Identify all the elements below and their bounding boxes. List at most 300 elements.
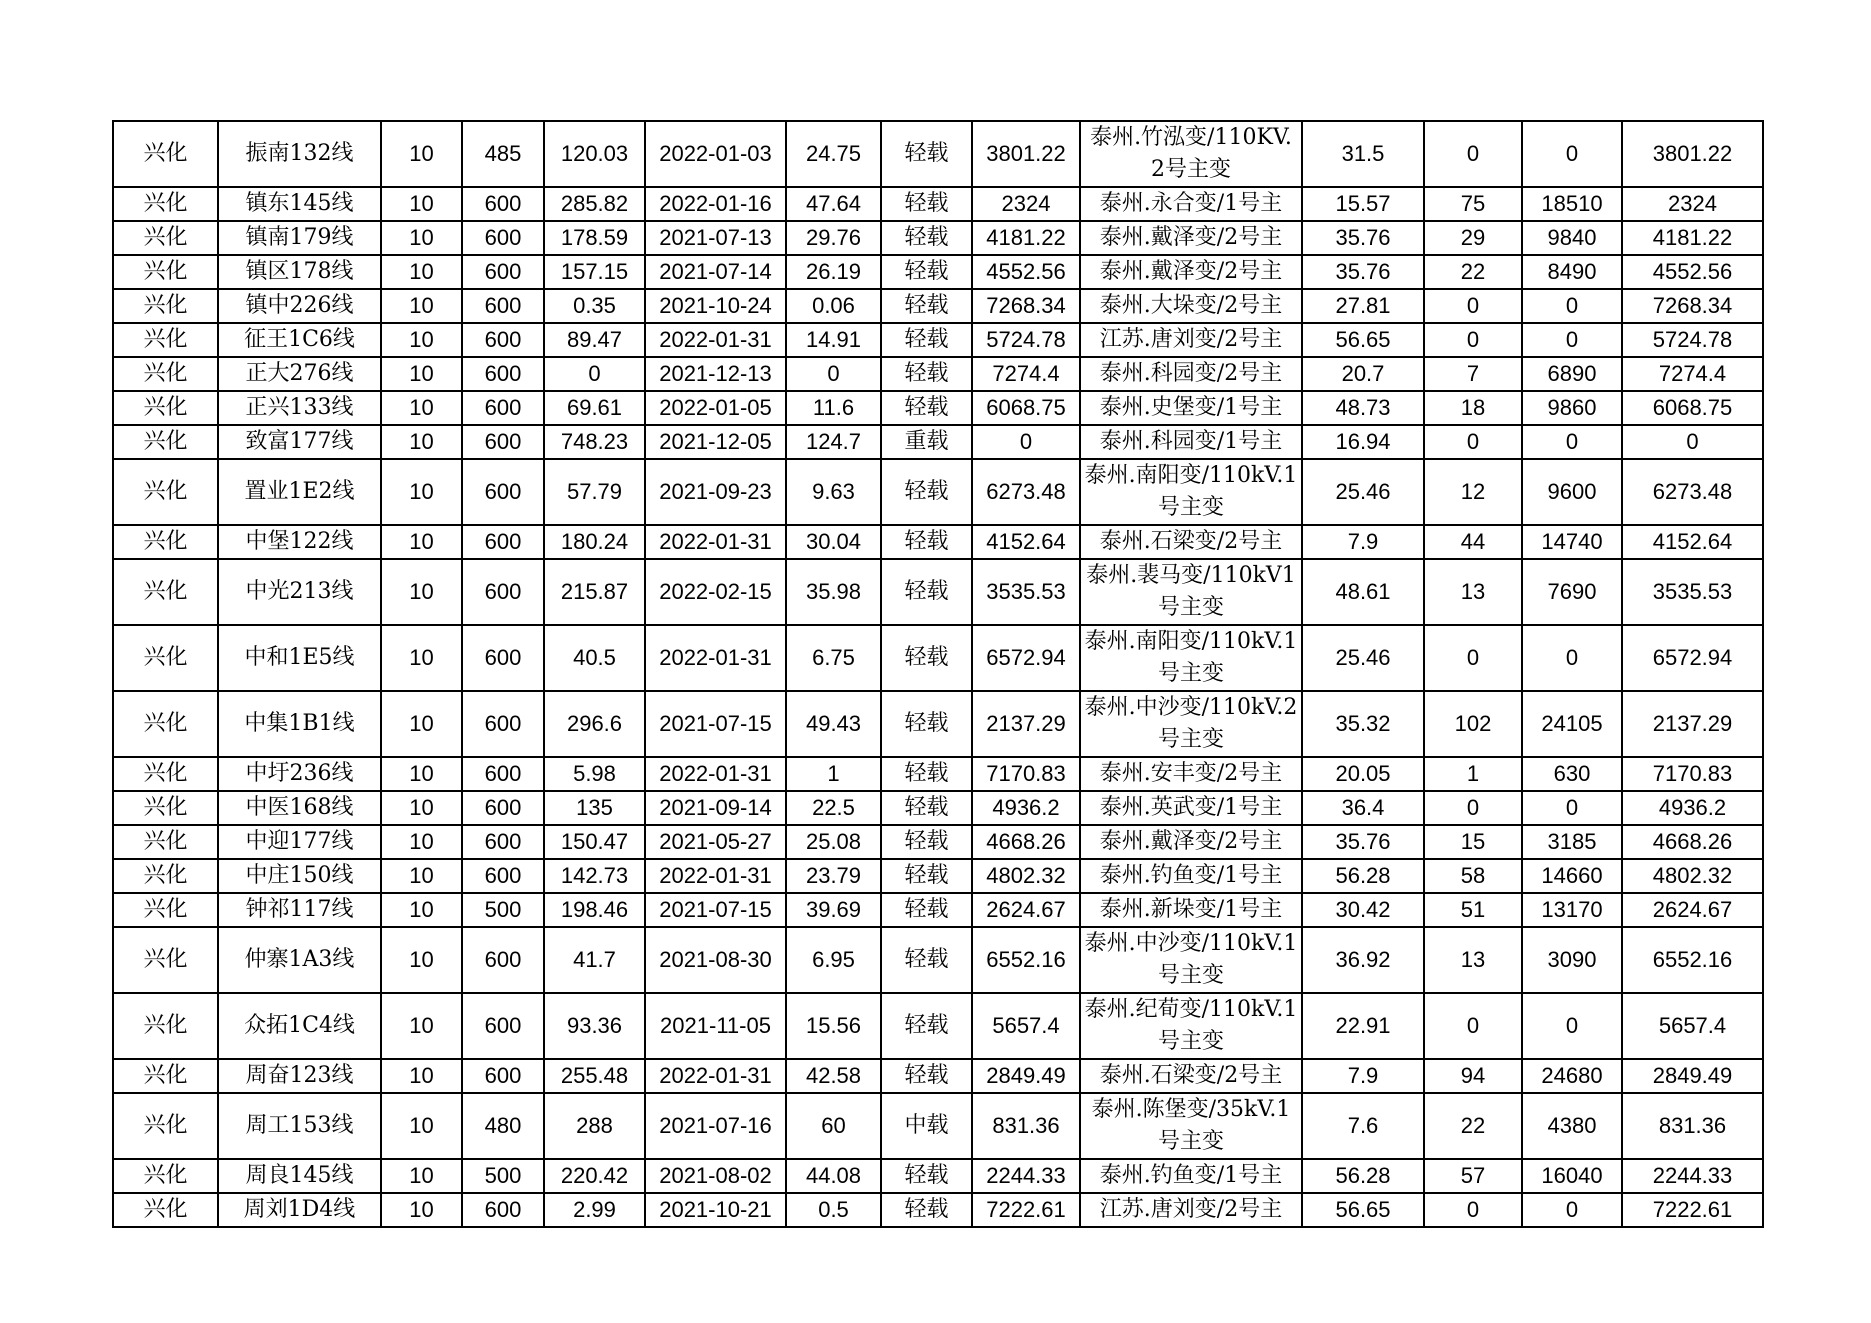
cell-capacity: 600 xyxy=(462,825,544,859)
cell-count: 15 xyxy=(1424,825,1522,859)
cell-count: 13 xyxy=(1424,927,1522,993)
cell-region: 兴化 xyxy=(113,289,218,323)
cell-line-name: 中庄150线 xyxy=(218,859,381,893)
cell-load-rate: 6.95 xyxy=(786,927,881,993)
cell-load-rate: 26.19 xyxy=(786,255,881,289)
cell-capacity: 600 xyxy=(462,1059,544,1093)
cell-region: 兴化 xyxy=(113,1193,218,1227)
cell-voltage: 10 xyxy=(381,459,462,525)
cell-transformer-load-rate: 25.46 xyxy=(1302,459,1424,525)
cell-available-capacity: 6552.16 xyxy=(972,927,1080,993)
cell-remaining-capacity: 6572.94 xyxy=(1622,625,1763,691)
cell-voltage: 10 xyxy=(381,791,462,825)
cell-load-status: 轻载 xyxy=(881,357,972,391)
cell-available-capacity: 4802.32 xyxy=(972,859,1080,893)
cell-transformer-load-rate: 35.76 xyxy=(1302,825,1424,859)
cell-transformer-load-rate: 25.46 xyxy=(1302,625,1424,691)
cell-region: 兴化 xyxy=(113,357,218,391)
cell-transformer-load-rate: 7.9 xyxy=(1302,525,1424,559)
cell-load-status: 轻载 xyxy=(881,121,972,187)
cell-line-name: 中圩236线 xyxy=(218,757,381,791)
cell-current: 255.48 xyxy=(544,1059,645,1093)
cell-date: 2022-01-31 xyxy=(645,1059,786,1093)
cell-voltage: 10 xyxy=(381,1093,462,1159)
cell-substation-transformer: 泰州.陈堡变/35kV.1号主变 xyxy=(1080,1093,1302,1159)
cell-capacity: 600 xyxy=(462,357,544,391)
cell-region: 兴化 xyxy=(113,1093,218,1159)
cell-transformer-load-rate: 36.92 xyxy=(1302,927,1424,993)
cell-remaining-capacity: 4181.22 xyxy=(1622,221,1763,255)
cell-amount: 9600 xyxy=(1522,459,1622,525)
cell-line-name: 中堡122线 xyxy=(218,525,381,559)
cell-count: 1 xyxy=(1424,757,1522,791)
cell-remaining-capacity: 4668.26 xyxy=(1622,825,1763,859)
cell-amount: 0 xyxy=(1522,323,1622,357)
cell-remaining-capacity: 5724.78 xyxy=(1622,323,1763,357)
cell-capacity: 600 xyxy=(462,859,544,893)
cell-load-status: 轻载 xyxy=(881,1193,972,1227)
cell-current: 288 xyxy=(544,1093,645,1159)
cell-capacity: 600 xyxy=(462,187,544,221)
cell-load-status: 轻载 xyxy=(881,791,972,825)
cell-substation-transformer: 泰州.英武变/1号主 xyxy=(1080,791,1302,825)
cell-line-name: 钟祁117线 xyxy=(218,893,381,927)
cell-load-status: 轻载 xyxy=(881,993,972,1059)
cell-substation-transformer: 泰州.中沙变/110kV.1号主变 xyxy=(1080,927,1302,993)
cell-transformer-load-rate: 22.91 xyxy=(1302,993,1424,1059)
cell-line-name: 正大276线 xyxy=(218,357,381,391)
cell-count: 7 xyxy=(1424,357,1522,391)
cell-load-rate: 60 xyxy=(786,1093,881,1159)
table-row xyxy=(113,927,1763,993)
cell-transformer-load-rate: 20.7 xyxy=(1302,357,1424,391)
cell-date: 2021-08-02 xyxy=(645,1159,786,1193)
cell-load-rate: 47.64 xyxy=(786,187,881,221)
cell-substation-transformer: 泰州.科园变/2号主 xyxy=(1080,357,1302,391)
cell-voltage: 10 xyxy=(381,927,462,993)
table-row xyxy=(113,1159,1763,1193)
cell-count: 75 xyxy=(1424,187,1522,221)
cell-date: 2021-07-14 xyxy=(645,255,786,289)
cell-transformer-load-rate: 31.5 xyxy=(1302,121,1424,187)
cell-load-status: 轻载 xyxy=(881,893,972,927)
cell-current: 135 xyxy=(544,791,645,825)
cell-count: 57 xyxy=(1424,1159,1522,1193)
cell-voltage: 10 xyxy=(381,357,462,391)
cell-remaining-capacity: 6273.48 xyxy=(1622,459,1763,525)
cell-capacity: 600 xyxy=(462,425,544,459)
cell-available-capacity: 7268.34 xyxy=(972,289,1080,323)
cell-region: 兴化 xyxy=(113,459,218,525)
table-row xyxy=(113,691,1763,757)
cell-amount: 24105 xyxy=(1522,691,1622,757)
cell-region: 兴化 xyxy=(113,1159,218,1193)
cell-current: 220.42 xyxy=(544,1159,645,1193)
cell-load-rate: 44.08 xyxy=(786,1159,881,1193)
cell-substation-transformer: 泰州.竹泓变/110KV.2号主变 xyxy=(1080,121,1302,187)
table-row xyxy=(113,559,1763,625)
cell-region: 兴化 xyxy=(113,691,218,757)
cell-available-capacity: 7222.61 xyxy=(972,1193,1080,1227)
cell-amount: 4380 xyxy=(1522,1093,1622,1159)
cell-region: 兴化 xyxy=(113,121,218,187)
cell-voltage: 10 xyxy=(381,391,462,425)
cell-load-rate: 30.04 xyxy=(786,525,881,559)
cell-load-status: 轻载 xyxy=(881,559,972,625)
table-row xyxy=(113,791,1763,825)
cell-line-name: 正兴133线 xyxy=(218,391,381,425)
cell-amount: 0 xyxy=(1522,993,1622,1059)
cell-line-name: 镇东145线 xyxy=(218,187,381,221)
cell-load-rate: 35.98 xyxy=(786,559,881,625)
cell-line-name: 置业1E2线 xyxy=(218,459,381,525)
cell-amount: 0 xyxy=(1522,121,1622,187)
cell-transformer-load-rate: 35.76 xyxy=(1302,255,1424,289)
cell-count: 0 xyxy=(1424,993,1522,1059)
cell-available-capacity: 4552.56 xyxy=(972,255,1080,289)
cell-date: 2021-11-05 xyxy=(645,993,786,1059)
cell-substation-transformer: 泰州.新垛变/1号主 xyxy=(1080,893,1302,927)
table-row xyxy=(113,255,1763,289)
cell-amount: 6890 xyxy=(1522,357,1622,391)
cell-line-name: 仲寨1A3线 xyxy=(218,927,381,993)
cell-date: 2021-07-15 xyxy=(645,893,786,927)
table-row xyxy=(113,1093,1763,1159)
cell-current: 296.6 xyxy=(544,691,645,757)
cell-load-status: 重载 xyxy=(881,425,972,459)
cell-voltage: 10 xyxy=(381,121,462,187)
cell-count: 0 xyxy=(1424,323,1522,357)
cell-count: 13 xyxy=(1424,559,1522,625)
cell-substation-transformer: 泰州.中沙变/110kV.2号主变 xyxy=(1080,691,1302,757)
cell-load-rate: 14.91 xyxy=(786,323,881,357)
table-row xyxy=(113,993,1763,1059)
cell-current: 748.23 xyxy=(544,425,645,459)
cell-date: 2021-07-15 xyxy=(645,691,786,757)
cell-load-rate: 0.06 xyxy=(786,289,881,323)
cell-load-status: 轻载 xyxy=(881,323,972,357)
table-row xyxy=(113,525,1763,559)
cell-load-rate: 9.63 xyxy=(786,459,881,525)
cell-capacity: 600 xyxy=(462,625,544,691)
cell-load-status: 轻载 xyxy=(881,927,972,993)
cell-line-name: 中医168线 xyxy=(218,791,381,825)
cell-voltage: 10 xyxy=(381,757,462,791)
cell-substation-transformer: 泰州.戴泽变/2号主 xyxy=(1080,825,1302,859)
table-row xyxy=(113,391,1763,425)
cell-date: 2022-01-05 xyxy=(645,391,786,425)
cell-load-status: 轻载 xyxy=(881,859,972,893)
cell-capacity: 600 xyxy=(462,255,544,289)
cell-substation-transformer: 泰州.钓鱼变/1号主 xyxy=(1080,1159,1302,1193)
table-row xyxy=(113,221,1763,255)
cell-transformer-load-rate: 7.6 xyxy=(1302,1093,1424,1159)
cell-current: 41.7 xyxy=(544,927,645,993)
cell-line-name: 镇区178线 xyxy=(218,255,381,289)
cell-count: 12 xyxy=(1424,459,1522,525)
cell-line-name: 征王1C6线 xyxy=(218,323,381,357)
cell-current: 180.24 xyxy=(544,525,645,559)
cell-capacity: 600 xyxy=(462,559,544,625)
cell-remaining-capacity: 4152.64 xyxy=(1622,525,1763,559)
cell-transformer-load-rate: 7.9 xyxy=(1302,1059,1424,1093)
cell-remaining-capacity: 6552.16 xyxy=(1622,927,1763,993)
cell-remaining-capacity: 4552.56 xyxy=(1622,255,1763,289)
cell-transformer-load-rate: 15.57 xyxy=(1302,187,1424,221)
cell-remaining-capacity: 4802.32 xyxy=(1622,859,1763,893)
cell-available-capacity: 3801.22 xyxy=(972,121,1080,187)
table-row xyxy=(113,459,1763,525)
cell-region: 兴化 xyxy=(113,757,218,791)
cell-line-name: 中集1B1线 xyxy=(218,691,381,757)
cell-date: 2021-07-13 xyxy=(645,221,786,255)
cell-line-name: 周工153线 xyxy=(218,1093,381,1159)
cell-transformer-load-rate: 16.94 xyxy=(1302,425,1424,459)
cell-voltage: 10 xyxy=(381,323,462,357)
cell-available-capacity: 2624.67 xyxy=(972,893,1080,927)
cell-date: 2022-01-31 xyxy=(645,757,786,791)
cell-region: 兴化 xyxy=(113,391,218,425)
cell-load-rate: 29.76 xyxy=(786,221,881,255)
data-table xyxy=(112,120,1764,1228)
cell-remaining-capacity: 2324 xyxy=(1622,187,1763,221)
cell-transformer-load-rate: 56.28 xyxy=(1302,1159,1424,1193)
cell-remaining-capacity: 6068.75 xyxy=(1622,391,1763,425)
cell-date: 2022-01-31 xyxy=(645,323,786,357)
cell-available-capacity: 7170.83 xyxy=(972,757,1080,791)
cell-date: 2021-09-14 xyxy=(645,791,786,825)
cell-region: 兴化 xyxy=(113,255,218,289)
cell-remaining-capacity: 7274.4 xyxy=(1622,357,1763,391)
cell-load-rate: 23.79 xyxy=(786,859,881,893)
cell-current: 40.5 xyxy=(544,625,645,691)
table-row xyxy=(113,289,1763,323)
cell-available-capacity: 6068.75 xyxy=(972,391,1080,425)
cell-load-status: 轻载 xyxy=(881,459,972,525)
cell-capacity: 600 xyxy=(462,525,544,559)
cell-remaining-capacity: 2244.33 xyxy=(1622,1159,1763,1193)
cell-available-capacity: 4152.64 xyxy=(972,525,1080,559)
cell-transformer-load-rate: 48.61 xyxy=(1302,559,1424,625)
cell-amount: 9860 xyxy=(1522,391,1622,425)
cell-capacity: 600 xyxy=(462,691,544,757)
cell-date: 2021-10-24 xyxy=(645,289,786,323)
cell-region: 兴化 xyxy=(113,791,218,825)
cell-available-capacity: 2244.33 xyxy=(972,1159,1080,1193)
cell-count: 102 xyxy=(1424,691,1522,757)
cell-load-status: 轻载 xyxy=(881,1159,972,1193)
cell-voltage: 10 xyxy=(381,1059,462,1093)
cell-transformer-load-rate: 35.76 xyxy=(1302,221,1424,255)
cell-amount: 630 xyxy=(1522,757,1622,791)
cell-available-capacity: 2324 xyxy=(972,187,1080,221)
cell-load-status: 中载 xyxy=(881,1093,972,1159)
cell-voltage: 10 xyxy=(381,825,462,859)
cell-remaining-capacity: 0 xyxy=(1622,425,1763,459)
cell-transformer-load-rate: 56.65 xyxy=(1302,323,1424,357)
cell-remaining-capacity: 7170.83 xyxy=(1622,757,1763,791)
cell-region: 兴化 xyxy=(113,927,218,993)
cell-region: 兴化 xyxy=(113,859,218,893)
table-row xyxy=(113,357,1763,391)
cell-substation-transformer: 江苏.唐刘变/2号主 xyxy=(1080,1193,1302,1227)
cell-substation-transformer: 泰州.石梁变/2号主 xyxy=(1080,525,1302,559)
cell-count: 0 xyxy=(1424,289,1522,323)
cell-count: 0 xyxy=(1424,625,1522,691)
cell-available-capacity: 4668.26 xyxy=(972,825,1080,859)
cell-load-rate: 0 xyxy=(786,357,881,391)
cell-amount: 13170 xyxy=(1522,893,1622,927)
cell-amount: 24680 xyxy=(1522,1059,1622,1093)
table-row xyxy=(113,425,1763,459)
cell-transformer-load-rate: 56.28 xyxy=(1302,859,1424,893)
cell-transformer-load-rate: 48.73 xyxy=(1302,391,1424,425)
cell-line-name: 中迎177线 xyxy=(218,825,381,859)
cell-load-rate: 1 xyxy=(786,757,881,791)
cell-current: 178.59 xyxy=(544,221,645,255)
cell-date: 2022-01-31 xyxy=(645,625,786,691)
cell-available-capacity: 6572.94 xyxy=(972,625,1080,691)
table-row xyxy=(113,825,1763,859)
cell-count: 18 xyxy=(1424,391,1522,425)
cell-substation-transformer: 泰州.安丰变/2号主 xyxy=(1080,757,1302,791)
cell-substation-transformer: 泰州.裴马变/110kV1号主变 xyxy=(1080,559,1302,625)
cell-capacity: 600 xyxy=(462,459,544,525)
cell-load-rate: 0.5 xyxy=(786,1193,881,1227)
cell-current: 157.15 xyxy=(544,255,645,289)
cell-date: 2021-12-13 xyxy=(645,357,786,391)
cell-current: 93.36 xyxy=(544,993,645,1059)
cell-amount: 3090 xyxy=(1522,927,1622,993)
cell-capacity: 600 xyxy=(462,757,544,791)
cell-current: 89.47 xyxy=(544,323,645,357)
cell-substation-transformer: 泰州.南阳变/110kV.1号主变 xyxy=(1080,625,1302,691)
cell-count: 22 xyxy=(1424,1093,1522,1159)
cell-amount: 0 xyxy=(1522,425,1622,459)
cell-load-status: 轻载 xyxy=(881,625,972,691)
cell-line-name: 振南132线 xyxy=(218,121,381,187)
cell-transformer-load-rate: 35.32 xyxy=(1302,691,1424,757)
cell-substation-transformer: 泰州.戴泽变/2号主 xyxy=(1080,255,1302,289)
cell-date: 2021-09-23 xyxy=(645,459,786,525)
cell-date: 2022-01-31 xyxy=(645,525,786,559)
cell-capacity: 600 xyxy=(462,289,544,323)
cell-current: 69.61 xyxy=(544,391,645,425)
cell-available-capacity: 4181.22 xyxy=(972,221,1080,255)
cell-load-rate: 6.75 xyxy=(786,625,881,691)
cell-region: 兴化 xyxy=(113,1059,218,1093)
cell-substation-transformer: 泰州.永合变/1号主 xyxy=(1080,187,1302,221)
cell-load-rate: 42.58 xyxy=(786,1059,881,1093)
cell-available-capacity: 0 xyxy=(972,425,1080,459)
cell-remaining-capacity: 7222.61 xyxy=(1622,1193,1763,1227)
cell-current: 2.99 xyxy=(544,1193,645,1227)
cell-load-rate: 124.7 xyxy=(786,425,881,459)
cell-date: 2021-08-30 xyxy=(645,927,786,993)
cell-voltage: 10 xyxy=(381,625,462,691)
cell-capacity: 600 xyxy=(462,391,544,425)
table-row xyxy=(113,757,1763,791)
cell-amount: 14660 xyxy=(1522,859,1622,893)
cell-transformer-load-rate: 56.65 xyxy=(1302,1193,1424,1227)
cell-available-capacity: 5724.78 xyxy=(972,323,1080,357)
cell-line-name: 周刘1D4线 xyxy=(218,1193,381,1227)
cell-capacity: 600 xyxy=(462,1193,544,1227)
cell-load-rate: 11.6 xyxy=(786,391,881,425)
cell-voltage: 10 xyxy=(381,255,462,289)
cell-line-name: 中和1E5线 xyxy=(218,625,381,691)
cell-substation-transformer: 泰州.南阳变/110kV.1号主变 xyxy=(1080,459,1302,525)
cell-substation-transformer: 泰州.石梁变/2号主 xyxy=(1080,1059,1302,1093)
cell-remaining-capacity: 7268.34 xyxy=(1622,289,1763,323)
cell-load-rate: 24.75 xyxy=(786,121,881,187)
cell-capacity: 485 xyxy=(462,121,544,187)
cell-amount: 0 xyxy=(1522,625,1622,691)
cell-available-capacity: 2849.49 xyxy=(972,1059,1080,1093)
cell-voltage: 10 xyxy=(381,893,462,927)
table-row xyxy=(113,893,1763,927)
cell-substation-transformer: 泰州.科园变/1号主 xyxy=(1080,425,1302,459)
cell-capacity: 600 xyxy=(462,927,544,993)
cell-line-name: 致富177线 xyxy=(218,425,381,459)
cell-region: 兴化 xyxy=(113,187,218,221)
cell-voltage: 10 xyxy=(381,289,462,323)
cell-load-status: 轻载 xyxy=(881,525,972,559)
table-row xyxy=(113,1059,1763,1093)
cell-region: 兴化 xyxy=(113,893,218,927)
cell-region: 兴化 xyxy=(113,323,218,357)
cell-amount: 9840 xyxy=(1522,221,1622,255)
cell-line-name: 镇中226线 xyxy=(218,289,381,323)
cell-amount: 14740 xyxy=(1522,525,1622,559)
cell-load-status: 轻载 xyxy=(881,391,972,425)
cell-load-status: 轻载 xyxy=(881,187,972,221)
cell-region: 兴化 xyxy=(113,425,218,459)
cell-date: 2022-01-03 xyxy=(645,121,786,187)
cell-remaining-capacity: 5657.4 xyxy=(1622,993,1763,1059)
cell-current: 5.98 xyxy=(544,757,645,791)
cell-available-capacity: 4936.2 xyxy=(972,791,1080,825)
cell-count: 22 xyxy=(1424,255,1522,289)
cell-load-rate: 49.43 xyxy=(786,691,881,757)
cell-transformer-load-rate: 36.4 xyxy=(1302,791,1424,825)
cell-voltage: 10 xyxy=(381,525,462,559)
cell-date: 2021-12-05 xyxy=(645,425,786,459)
table-row xyxy=(113,187,1763,221)
cell-line-name: 中光213线 xyxy=(218,559,381,625)
cell-date: 2021-05-27 xyxy=(645,825,786,859)
cell-voltage: 10 xyxy=(381,993,462,1059)
cell-remaining-capacity: 2137.29 xyxy=(1622,691,1763,757)
cell-region: 兴化 xyxy=(113,625,218,691)
cell-voltage: 10 xyxy=(381,859,462,893)
cell-date: 2022-02-15 xyxy=(645,559,786,625)
table-row xyxy=(113,121,1763,187)
cell-load-rate: 22.5 xyxy=(786,791,881,825)
cell-load-status: 轻载 xyxy=(881,825,972,859)
cell-capacity: 600 xyxy=(462,221,544,255)
cell-current: 0.35 xyxy=(544,289,645,323)
cell-voltage: 10 xyxy=(381,691,462,757)
cell-current: 120.03 xyxy=(544,121,645,187)
cell-line-name: 众拓1C4线 xyxy=(218,993,381,1059)
table-row xyxy=(113,625,1763,691)
cell-voltage: 10 xyxy=(381,1159,462,1193)
cell-amount: 0 xyxy=(1522,289,1622,323)
cell-line-name: 镇南179线 xyxy=(218,221,381,255)
cell-voltage: 10 xyxy=(381,425,462,459)
cell-remaining-capacity: 3801.22 xyxy=(1622,121,1763,187)
